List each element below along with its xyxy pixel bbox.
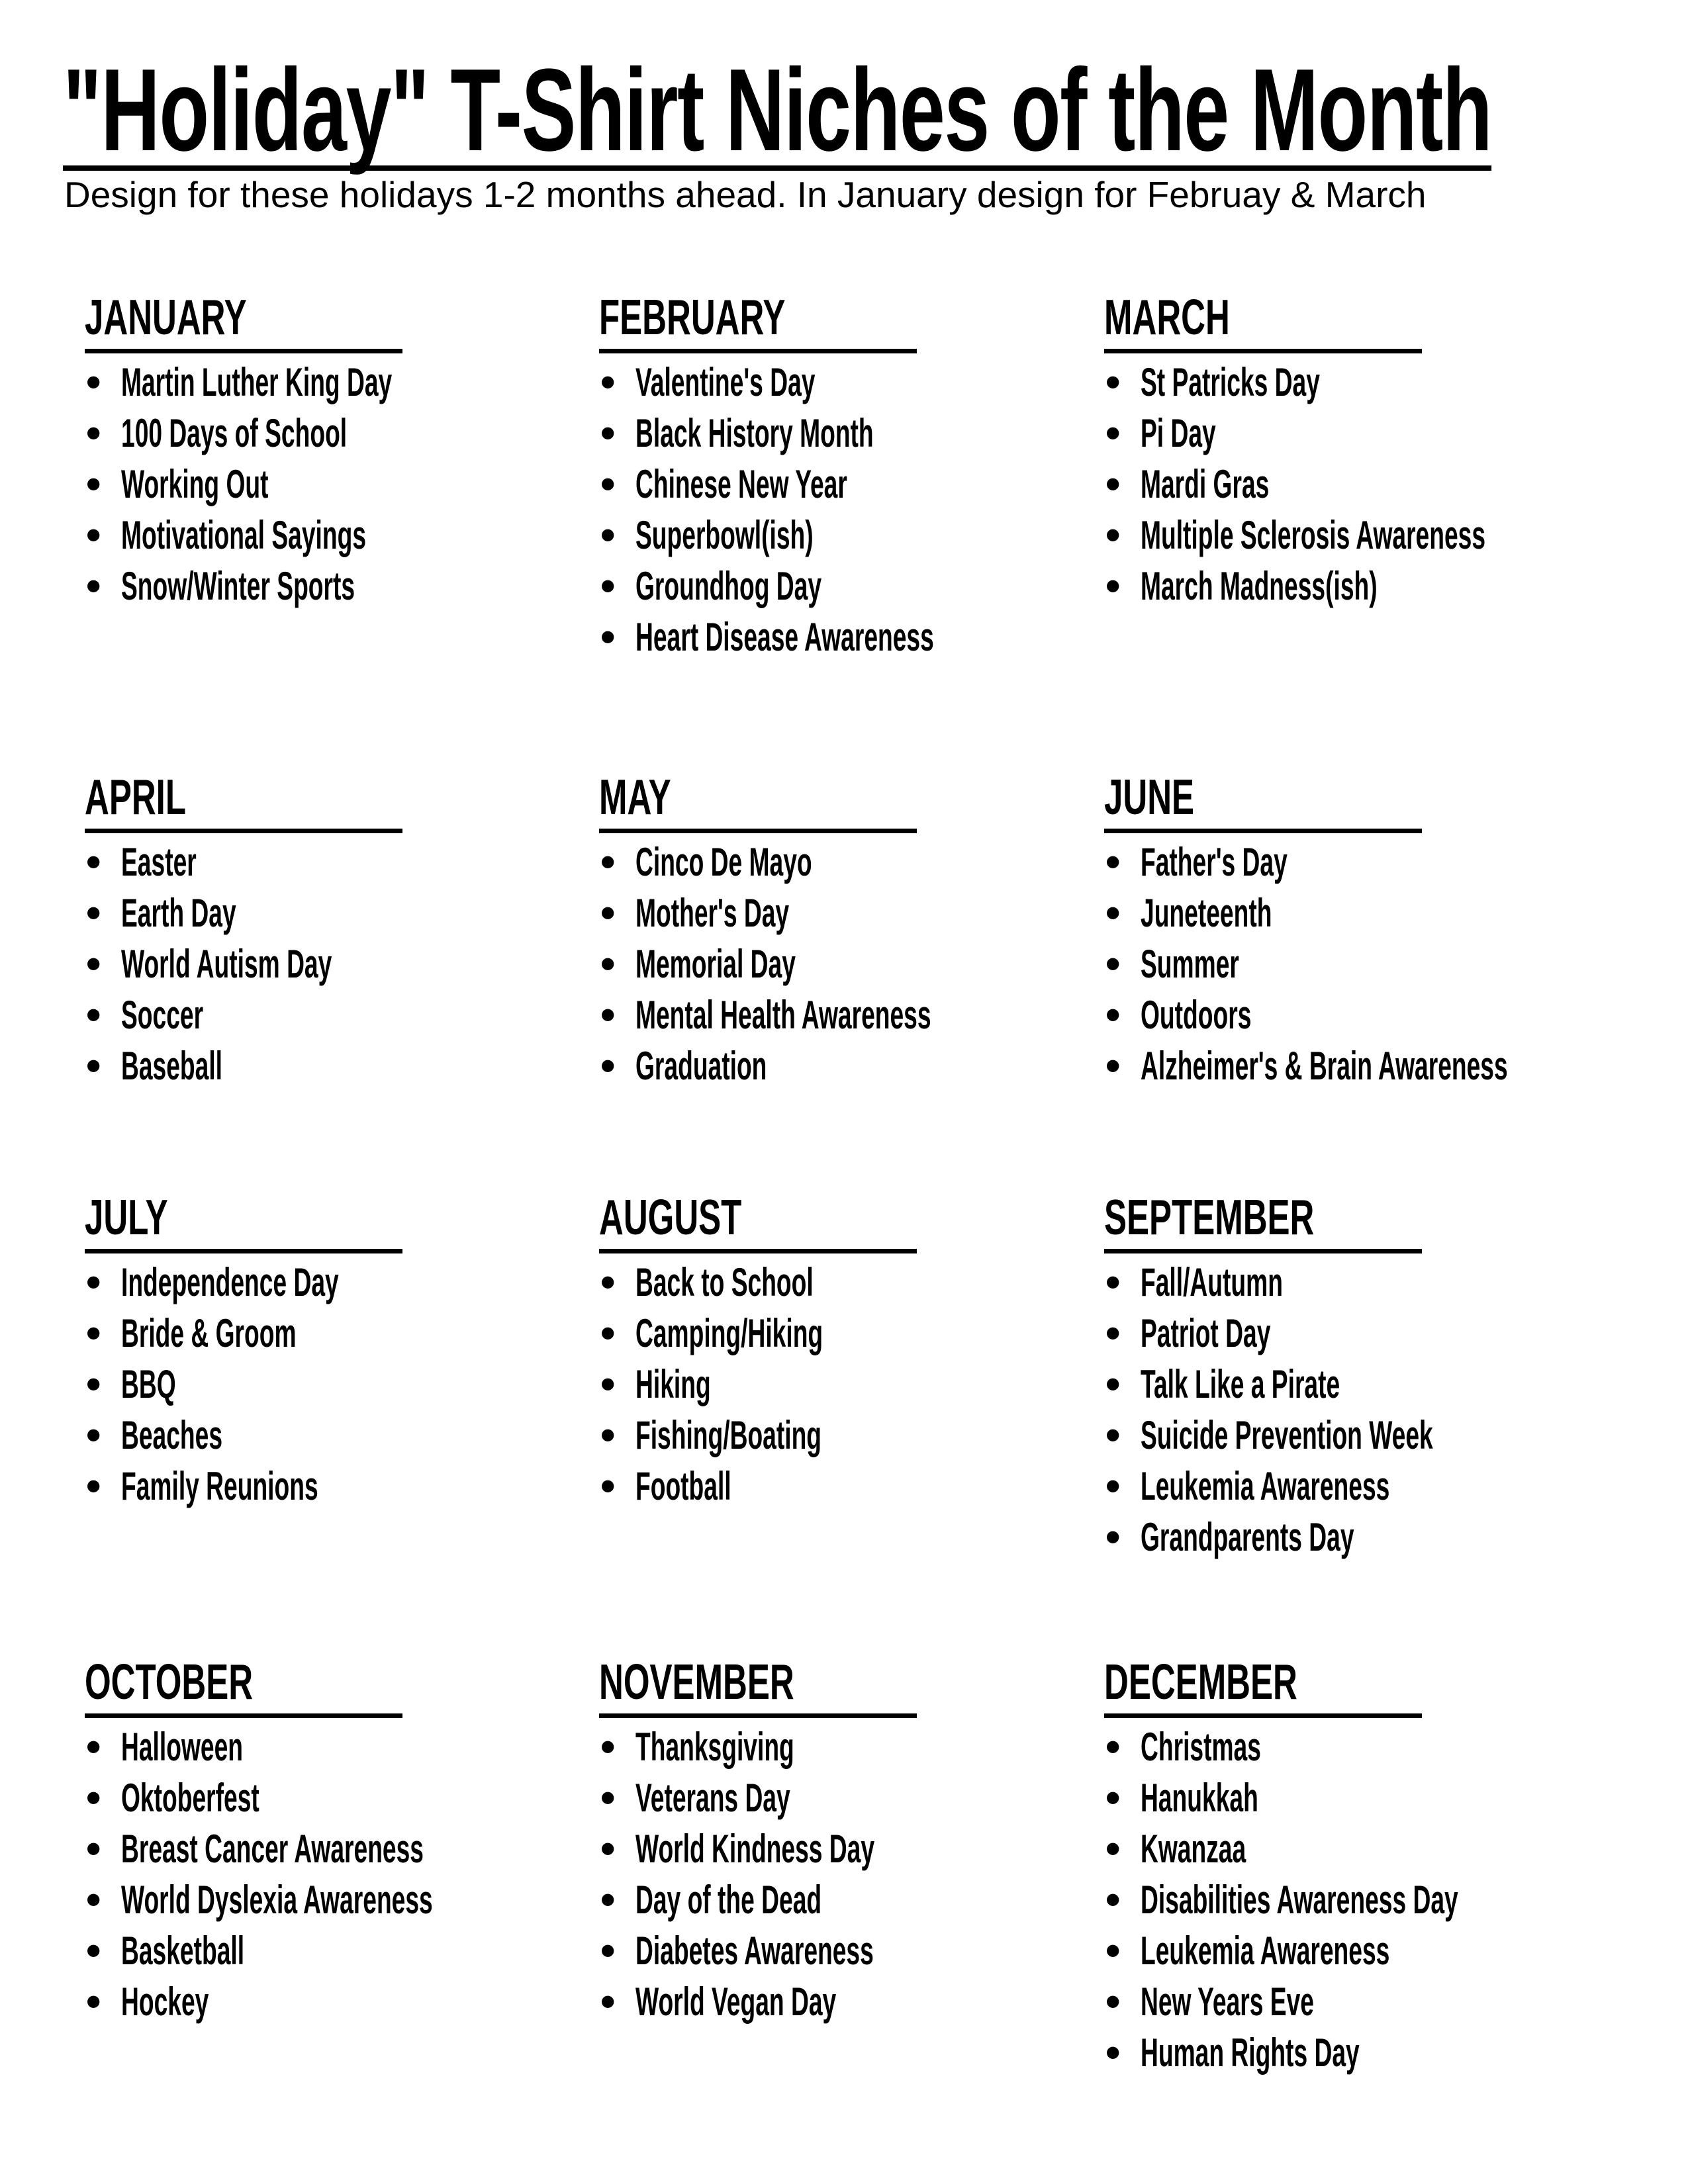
list-item-label: Mother's Day — [635, 891, 790, 935]
bullet-icon: • — [600, 409, 616, 457]
list-item — [1104, 1874, 1667, 1925]
list-item — [599, 1721, 1162, 1772]
list-item-label: Camping/Hiking — [635, 1311, 823, 1355]
month-item-list — [1104, 357, 1667, 612]
list-item — [85, 1461, 647, 1512]
list-item — [85, 938, 647, 989]
month-april — [85, 769, 647, 1091]
list-item — [1104, 1823, 1667, 1874]
month-february — [599, 289, 1162, 662]
list-item — [599, 1874, 1162, 1925]
list-item-label: Soccer — [121, 993, 204, 1037]
bullet-icon: • — [600, 1978, 616, 2025]
list-item — [599, 1257, 1162, 1308]
list-item-label: Snow/Winter Sports — [121, 564, 355, 608]
list-item — [85, 1359, 647, 1410]
list-item-label: Family Reunions — [121, 1464, 318, 1508]
bullet-icon: • — [86, 1723, 101, 1770]
list-item-label: Pi Day — [1141, 411, 1216, 455]
list-item — [599, 1359, 1162, 1410]
bullet-icon: • — [1105, 1825, 1121, 1872]
bullet-icon: • — [86, 358, 101, 406]
bullet-icon: • — [1105, 2028, 1121, 2076]
list-item-label: Veterans Day — [635, 1776, 790, 1820]
bullet-icon: • — [86, 1309, 101, 1357]
list-item-label: Leukemia Awareness — [1141, 1929, 1390, 1973]
bullet-icon: • — [86, 562, 101, 610]
list-item — [85, 1308, 647, 1359]
bullet-icon: • — [1105, 511, 1121, 559]
list-item — [1104, 1308, 1667, 1359]
list-item — [599, 1976, 1162, 2027]
month-december — [1104, 1654, 1667, 2078]
month-heading: MAY — [599, 769, 671, 825]
month-heading: JUNE — [1104, 769, 1195, 825]
list-item — [599, 1308, 1162, 1359]
heading-underline — [1104, 1249, 1422, 1253]
heading-underline — [85, 1713, 402, 1718]
month-item-list — [85, 837, 647, 1091]
list-item — [1104, 1721, 1667, 1772]
heading-underline — [85, 829, 402, 833]
month-item-list — [599, 1257, 1162, 1512]
list-item-label: Multiple Sclerosis Awareness — [1141, 513, 1486, 557]
list-item — [85, 989, 647, 1040]
list-item-label: Football — [635, 1464, 731, 1508]
list-item — [85, 837, 647, 887]
bullet-icon: • — [600, 613, 616, 660]
list-item-label: Christmas — [1141, 1725, 1261, 1769]
list-item-label: World Vegan Day — [635, 1979, 837, 2024]
list-item — [85, 1040, 647, 1091]
list-item-label: Independence Day — [121, 1260, 339, 1304]
month-heading: FEBRUARY — [599, 289, 786, 345]
list-item — [85, 357, 647, 408]
bullet-icon: • — [86, 940, 101, 987]
bullet-icon: • — [1105, 991, 1121, 1038]
list-item-label: Hanukkah — [1141, 1776, 1258, 1820]
list-item — [1104, 1925, 1667, 1976]
list-item-label: Martin Luther King Day — [121, 360, 393, 404]
list-item-label: Fall/Autumn — [1141, 1260, 1283, 1304]
bullet-icon: • — [86, 991, 101, 1038]
list-item — [1104, 408, 1667, 459]
month-heading: JULY — [85, 1189, 168, 1245]
month-march — [1104, 289, 1667, 612]
list-item — [1104, 357, 1667, 408]
bullet-icon: • — [600, 460, 616, 508]
list-item-label: Working Out — [121, 462, 269, 506]
list-item-label: Cinco De Mayo — [635, 840, 812, 884]
month-heading: DECEMBER — [1104, 1654, 1297, 1709]
list-item-label: Grandparents Day — [1141, 1515, 1354, 1559]
bullet-icon: • — [1105, 889, 1121, 936]
bullet-icon: • — [600, 1876, 616, 1923]
list-item-label: Day of the Dead — [635, 1878, 822, 1922]
bullet-icon: • — [1105, 1513, 1121, 1561]
list-item-label: Talk Like a Pirate — [1141, 1362, 1340, 1406]
bullet-icon: • — [86, 1411, 101, 1459]
list-item — [85, 1874, 647, 1925]
list-item — [85, 408, 647, 459]
list-item-label: Mardi Gras — [1141, 462, 1270, 506]
list-item-label: Disabilities Awareness Day — [1141, 1878, 1458, 1922]
list-item-label: Diabetes Awareness — [635, 1929, 874, 1973]
list-item-label: Bride & Groom — [121, 1311, 297, 1355]
list-item — [85, 1257, 647, 1308]
heading-underline — [85, 349, 402, 353]
list-item — [85, 1925, 647, 1976]
list-item-label: Halloween — [121, 1725, 243, 1769]
bullet-icon: • — [1105, 460, 1121, 508]
heading-underline — [1104, 1713, 1422, 1718]
bullet-icon: • — [1105, 358, 1121, 406]
bullet-icon: • — [600, 1825, 616, 1872]
list-item-label: Oktoberfest — [121, 1776, 259, 1820]
bullet-icon: • — [1105, 940, 1121, 987]
list-item-label: Heart Disease Awareness — [635, 615, 934, 659]
list-item — [599, 989, 1162, 1040]
month-item-list — [85, 1721, 647, 2027]
month-item-list — [1104, 837, 1667, 1091]
list-item — [1104, 1976, 1667, 2027]
list-item — [85, 1721, 647, 1772]
month-september — [1104, 1189, 1667, 1563]
list-item-label: Baseball — [121, 1044, 223, 1088]
list-item-label: Summer — [1141, 942, 1239, 986]
list-item-label: Chinese New Year — [635, 462, 847, 506]
list-item-label: BBQ — [121, 1362, 176, 1406]
bullet-icon: • — [1105, 1927, 1121, 1974]
list-item-label: World Dyslexia Awareness — [121, 1878, 433, 1922]
month-item-list — [1104, 1721, 1667, 2078]
list-item — [599, 510, 1162, 561]
list-item — [1104, 1040, 1667, 1091]
month-october — [85, 1654, 647, 2027]
list-item-label: Suicide Prevention Week — [1141, 1413, 1433, 1457]
list-item-label: Mental Health Awareness — [635, 993, 931, 1037]
month-heading: JANUARY — [85, 289, 247, 345]
list-item — [85, 887, 647, 938]
list-item-label: Breast Cancer Awareness — [121, 1827, 424, 1871]
list-item-label: Beaches — [121, 1413, 223, 1457]
bullet-icon: • — [1105, 409, 1121, 457]
list-item — [599, 357, 1162, 408]
list-item-label: St Patricks Day — [1141, 360, 1320, 404]
bullet-icon: • — [600, 1411, 616, 1459]
list-item — [599, 1772, 1162, 1823]
month-heading: MARCH — [1104, 289, 1230, 345]
list-item-label: Graduation — [635, 1044, 767, 1088]
list-item-label: World Autism Day — [121, 942, 332, 986]
month-item-list — [599, 837, 1162, 1091]
bullet-icon: • — [86, 409, 101, 457]
bullet-icon: • — [86, 889, 101, 936]
list-item-label: Kwanzaa — [1141, 1827, 1246, 1871]
list-item-label: Black History Month — [635, 411, 874, 455]
list-item — [1104, 1461, 1667, 1512]
bullet-icon: • — [1105, 1042, 1121, 1089]
month-item-list — [1104, 1257, 1667, 1563]
month-november — [599, 1654, 1162, 2027]
list-item — [1104, 837, 1667, 887]
page-subtitle: Design for these holidays 1-2 months ahead. In January design for Februay & March — [64, 174, 1427, 215]
list-item-label: Alzheimer's & Brain Awareness — [1141, 1044, 1508, 1088]
month-june — [1104, 769, 1667, 1091]
heading-underline — [85, 1249, 402, 1253]
list-item — [599, 1040, 1162, 1091]
bullet-icon: • — [1105, 1723, 1121, 1770]
list-item-label: Thanksgiving — [635, 1725, 794, 1769]
month-item-list — [85, 1257, 647, 1512]
list-item-label: Motivational Sayings — [121, 513, 367, 557]
heading-underline — [599, 829, 917, 833]
month-heading: NOVEMBER — [599, 1654, 794, 1709]
heading-underline — [1104, 829, 1422, 833]
list-item — [599, 1461, 1162, 1512]
list-item-label: Fishing/Boating — [635, 1413, 822, 1457]
list-item — [85, 1823, 647, 1874]
list-item-label: Easter — [121, 840, 197, 884]
list-item-label: Basketball — [121, 1929, 245, 1973]
list-item — [1104, 887, 1667, 938]
list-item — [1104, 2027, 1667, 2078]
list-item — [85, 1772, 647, 1823]
list-item-label: Earth Day — [121, 891, 236, 935]
list-item-label: Back to School — [635, 1260, 814, 1304]
month-item-list — [599, 1721, 1162, 2027]
bullet-icon: • — [600, 1309, 616, 1357]
list-item-label: Hiking — [635, 1362, 711, 1406]
list-item — [599, 1410, 1162, 1461]
list-item-label: March Madness(ish) — [1141, 564, 1378, 608]
list-item — [1104, 1257, 1667, 1308]
month-august — [599, 1189, 1162, 1512]
bullet-icon: • — [86, 1042, 101, 1089]
bullet-icon: • — [600, 1927, 616, 1974]
list-item — [599, 1823, 1162, 1874]
bullet-icon: • — [600, 1360, 616, 1408]
bullet-icon: • — [86, 511, 101, 559]
bullet-icon: • — [1105, 1462, 1121, 1510]
list-item — [599, 938, 1162, 989]
bullet-icon: • — [600, 358, 616, 406]
list-item — [599, 408, 1162, 459]
heading-underline — [1104, 349, 1422, 353]
bullet-icon: • — [86, 1360, 101, 1408]
list-item-label: Patriot Day — [1141, 1311, 1271, 1355]
list-item — [85, 561, 647, 612]
list-item — [599, 837, 1162, 887]
month-item-list — [599, 357, 1162, 662]
month-heading: AUGUST — [599, 1189, 742, 1245]
list-item — [85, 1976, 647, 2027]
list-item — [599, 887, 1162, 938]
list-item-label: Juneteenth — [1141, 891, 1272, 935]
month-item-list — [85, 357, 647, 612]
bullet-icon: • — [86, 1258, 101, 1306]
list-item-label: Hockey — [121, 1979, 209, 2024]
heading-underline — [599, 1713, 917, 1718]
list-item — [1104, 1359, 1667, 1410]
bullet-icon: • — [86, 838, 101, 886]
heading-underline — [599, 1249, 917, 1253]
bullet-icon: • — [1105, 838, 1121, 886]
list-item-label: 100 Days of School — [121, 411, 348, 455]
list-item-label: Outdoors — [1141, 993, 1252, 1037]
bullet-icon: • — [1105, 1411, 1121, 1459]
bullet-icon: • — [1105, 1309, 1121, 1357]
list-item — [1104, 561, 1667, 612]
bullet-icon: • — [600, 940, 616, 987]
list-item-label: World Kindness Day — [635, 1827, 875, 1871]
bullet-icon: • — [86, 1825, 101, 1872]
bullet-icon: • — [1105, 1360, 1121, 1408]
month-heading: OCTOBER — [85, 1654, 254, 1709]
bullet-icon: • — [600, 1723, 616, 1770]
list-item — [1104, 989, 1667, 1040]
bullet-icon: • — [1105, 1258, 1121, 1306]
list-item — [599, 561, 1162, 612]
bullet-icon: • — [600, 1042, 616, 1089]
bullet-icon: • — [1105, 1876, 1121, 1923]
list-item — [599, 459, 1162, 510]
list-item — [85, 459, 647, 510]
month-july — [85, 1189, 647, 1512]
bullet-icon: • — [1105, 1978, 1121, 2025]
list-item-label: Valentine's Day — [635, 360, 816, 404]
list-item-label: Father's Day — [1141, 840, 1288, 884]
list-item — [1104, 1772, 1667, 1823]
bullet-icon: • — [600, 1258, 616, 1306]
bullet-icon: • — [86, 1978, 101, 2025]
bullet-icon: • — [600, 511, 616, 559]
heading-underline — [599, 349, 917, 353]
list-item — [1104, 1410, 1667, 1461]
bullet-icon: • — [86, 1462, 101, 1510]
month-january — [85, 289, 647, 612]
list-item-label: Leukemia Awareness — [1141, 1464, 1390, 1508]
bullet-icon: • — [1105, 562, 1121, 610]
list-item-label: Memorial Day — [635, 942, 796, 986]
list-item-label: Groundhog Day — [635, 564, 822, 608]
list-item — [85, 510, 647, 561]
list-item-label: Human Rights Day — [1141, 2030, 1360, 2075]
bullet-icon: • — [1105, 1774, 1121, 1821]
list-item-label: New Years Eve — [1141, 1979, 1314, 2024]
bullet-icon: • — [600, 838, 616, 886]
bullet-icon: • — [600, 1774, 616, 1821]
page-title: "Holiday" T-Shirt Niches of the Month — [63, 44, 1492, 175]
list-item — [599, 1925, 1162, 1976]
list-item — [599, 612, 1162, 662]
bullet-icon: • — [600, 991, 616, 1038]
bullet-icon: • — [600, 889, 616, 936]
month-heading: APRIL — [85, 769, 186, 825]
list-item — [1104, 459, 1667, 510]
list-item — [1104, 1512, 1667, 1563]
list-item — [85, 1410, 647, 1461]
bullet-icon: • — [600, 562, 616, 610]
bullet-icon: • — [86, 1774, 101, 1821]
bullet-icon: • — [86, 460, 101, 508]
list-item-label: Superbowl(ish) — [635, 513, 814, 557]
bullet-icon: • — [86, 1927, 101, 1974]
list-item — [1104, 938, 1667, 989]
bullet-icon: • — [86, 1876, 101, 1923]
list-item — [1104, 510, 1667, 561]
bullet-icon: • — [600, 1462, 616, 1510]
month-heading: SEPTEMBER — [1104, 1189, 1315, 1245]
month-may — [599, 769, 1162, 1091]
